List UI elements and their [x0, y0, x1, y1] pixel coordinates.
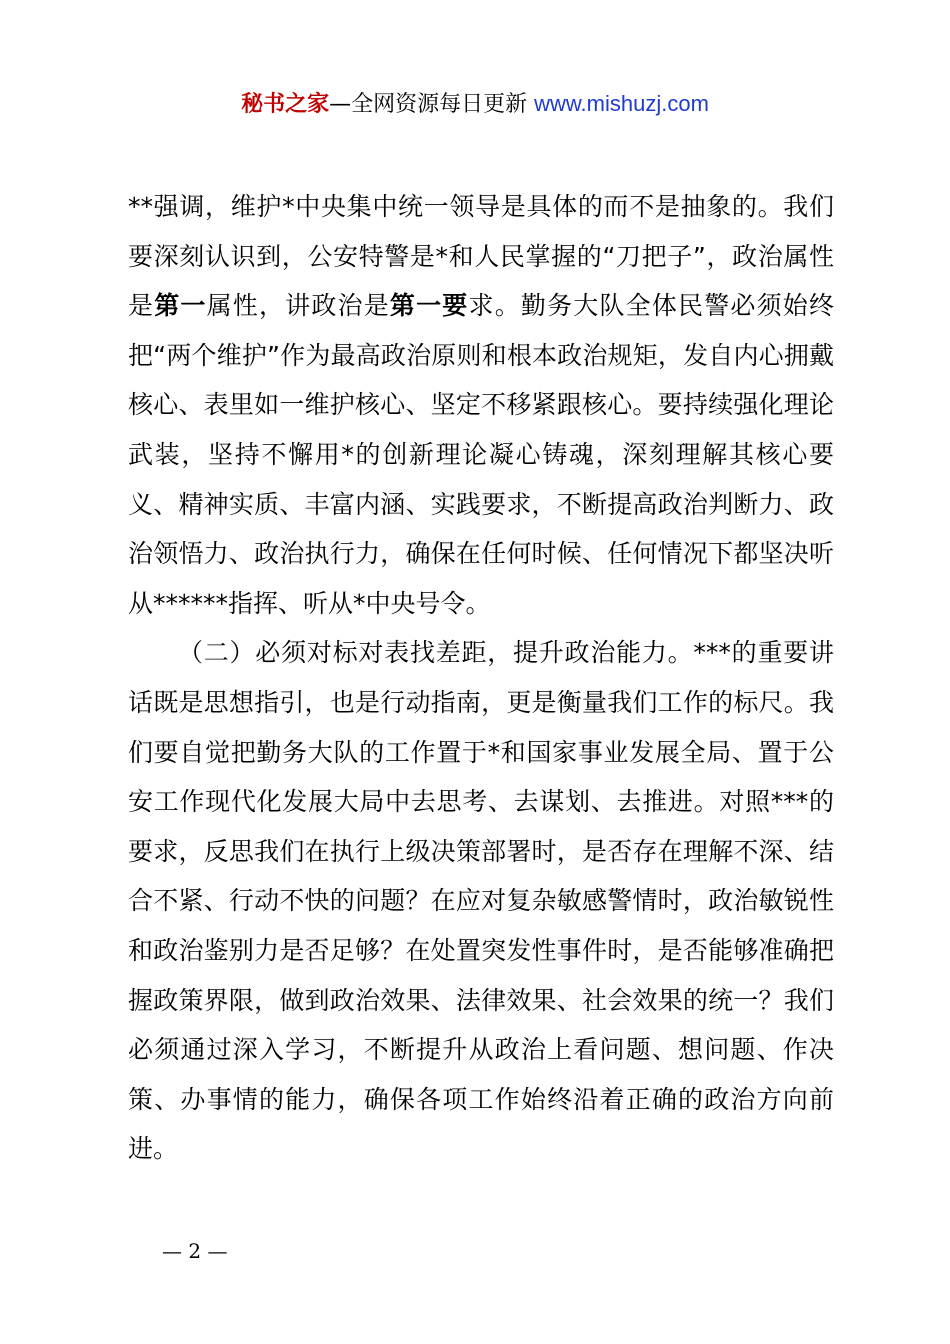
paragraph-1-text-b: 属性，讲政治是 — [206, 291, 390, 321]
header-tagline: —全网资源每日更新 — [329, 92, 535, 117]
paragraph-2: （二）必须对标对表找差距，提升政治能力。***的重要讲话既是思想指引，也是行动指南，更是衡量我们工作的标尺。我们要自觉把勤务大队的工作置于*和国家事业发展全局、置于公安工作现代化发展大局中去思考、去谋划、去推进。对照***的要求，反思我们在执行上级决策部署时，是否存在理解不深、结合不紧、行动不快的问题？在应对复杂敏感警情时，政治敏锐性和政治鉴别力是否足够？在处置突发性事件时，是否能够准确把握政策界限，做到政治效果、法律效果、社会效果的统一？我们必须通过深入学习，不断提升从政治上看问题、想问题、作决策、办事情的能力，确保各项工作始终沿着正确的政治方向前进。 — [128, 638, 834, 1164]
header-url[interactable]: www.mishuzj.com — [534, 91, 709, 116]
paragraph-1-bold-b: 第一要 — [389, 291, 469, 321]
header-brand: 秘书之家 — [241, 92, 330, 117]
document-header — [0, 86, 950, 123]
paragraph-1-text-c: 求。勤务大队全体民警必须始终把“两个维护”作为最高政治原则和根本政治规矩，发自内心拥戴核心、表里如一维护核心、坚定不移紧跟核心。要持续强化理论武装，坚持不懈用*的创新理论凝心铸魂，深刻理解其核心要义、精神实质、丰富内涵、实践要求，不断提高政治判断力、政治领悟力、政治执行力，确保在任何时候、任何情况下都坚决听从******指挥、听从*中央号令。 — [128, 291, 834, 618]
paragraph-1 — [128, 182, 834, 628]
paragraph-1-text-a: **强调，维护*中央集中统一领导是具体的而不是抽象的。我们要深刻认识到，公安特警是*和人民掌握的“刀把子”，政治属性是 — [128, 192, 834, 321]
paragraph-1-bold-a: 第一 — [154, 291, 207, 321]
document-body — [128, 182, 834, 1174]
page-number: — 2 — — [162, 1239, 228, 1263]
